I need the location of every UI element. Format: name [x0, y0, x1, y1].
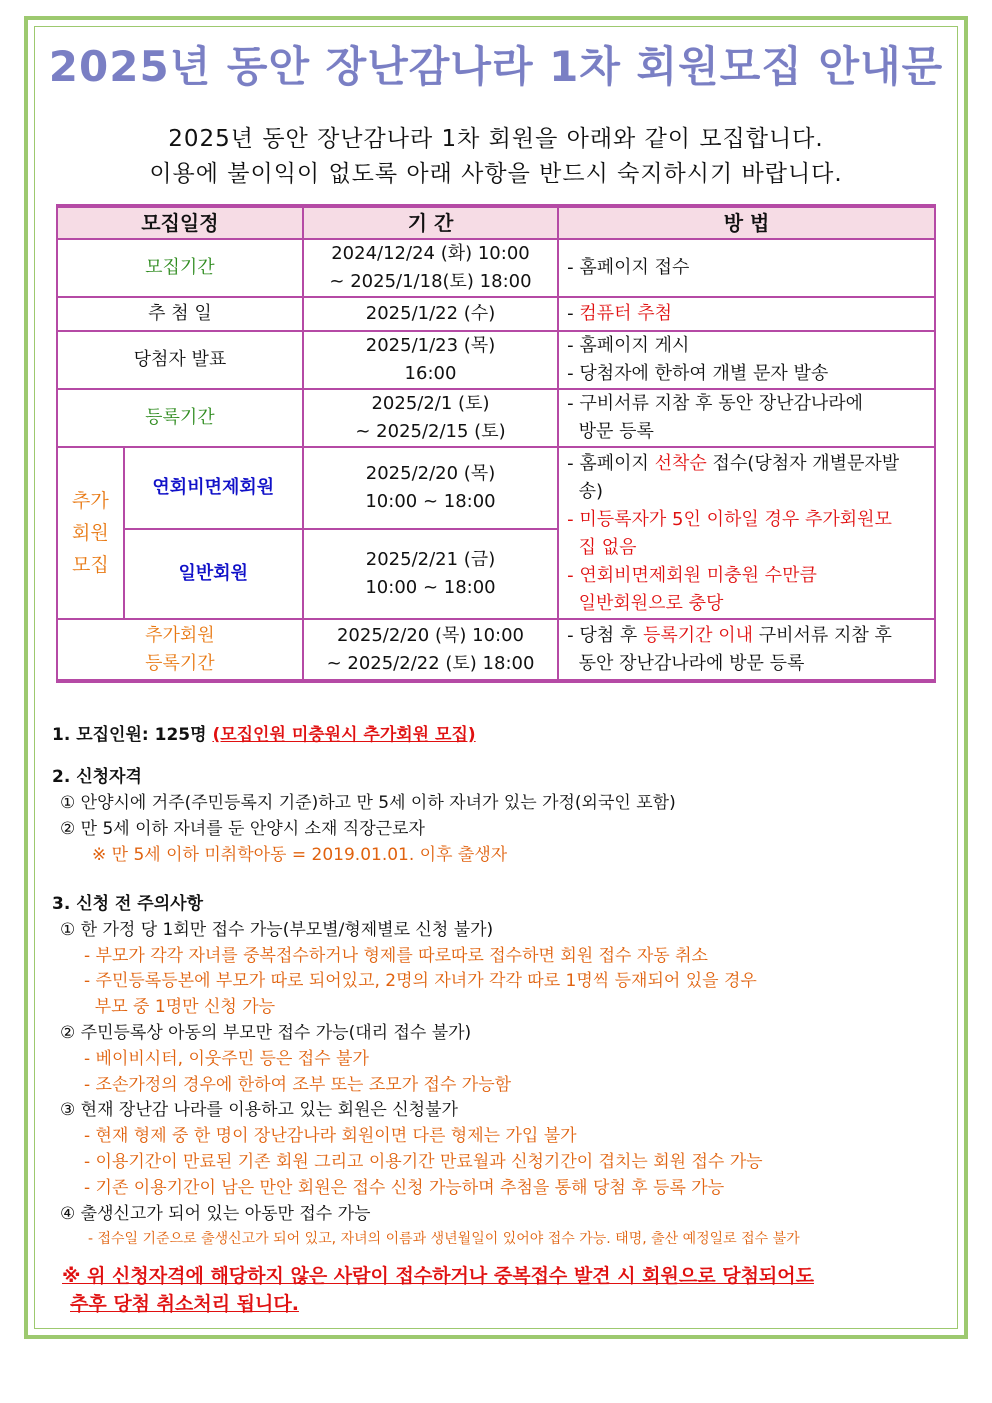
period-line: ~ 2025/2/15 (토) [355, 421, 506, 442]
warning-line: 추후 당첨 취소처리 됩니다. [70, 1293, 299, 1315]
list-item: ② 주민등록상 아동의 부모만 접수 가능(대리 접수 불가) [60, 1022, 472, 1043]
method-line: - 당첨자에 한하여 개별 문자 발송 [567, 363, 829, 384]
header-schedule: 모집일정 [57, 206, 303, 239]
row-period [303, 239, 558, 297]
method-text: 접수(당첨자 개별문자발 [706, 453, 900, 474]
label-line: 추가회원 [145, 624, 215, 646]
sub-item: - 기존 이용기간이 남은 만안 회원은 접수 신청 가능하며 추첨을 통해 당첨 후 등록 가능 [84, 1177, 725, 1198]
row-label: 당첨자 발표 [57, 331, 303, 389]
method-line: 일반회원으로 충당 [567, 593, 724, 614]
table-row [57, 389, 935, 447]
method-line: 동안 장난감나라에 방문 등록 [567, 652, 805, 674]
row-label [57, 619, 303, 681]
method-line: 집 없음 [567, 537, 637, 558]
schedule-table [56, 204, 936, 683]
sub-item: - 부모가 각각 자녀를 중복접수하거나 형제를 따로따로 접수하면 회원 접수 자동 취소 [84, 945, 708, 966]
warning-line: ※ 위 신청자격에 해당하지 않은 사람이 접수하거나 중복접수 발견 시 회원으로 당첨되어도 [62, 1265, 814, 1287]
intro-line-1: 2025년 동안 장난감나라 1차 회원을 아래와 같이 모집합니다. [168, 126, 824, 152]
intro-line-2: 이용에 불이익이 없도록 아래 사항을 반드시 숙지하시기 바랍니다. [149, 161, 843, 187]
period-line: 2025/2/1 (토) [371, 393, 490, 414]
list-item: ① 안양시에 거주(주민등록지 기준)하고 만 5세 이하 자녀가 있는 가정(외국인 포함) [60, 793, 676, 813]
method-line [567, 622, 928, 650]
method-line: - 홈페이지 게시 [567, 335, 690, 356]
method-highlight: 컴퓨터 추첨 [579, 303, 673, 324]
row-method [558, 331, 935, 389]
row-period [303, 331, 558, 389]
sub-item: - 주민등록등본에 부모가 따로 되어있고, 2명의 자녀가 각각 따로 1명씩 등재되어 있을 경우 [84, 971, 757, 992]
sub-label-fee-exempt: 연회비면제회원 [124, 447, 303, 529]
list-item: ④ 출생신고가 되어 있는 아동만 접수 가능 [60, 1203, 371, 1224]
period-line: 2024/12/24 (화) 10:00 [331, 243, 530, 264]
group-label-line: 추가 [72, 490, 109, 512]
extra-method [558, 447, 935, 619]
section-1 [52, 722, 476, 748]
section-note: ※ 만 5세 이하 미취학아동 = 2019.01.01. 이후 출생자 [92, 845, 508, 865]
table-row [57, 619, 935, 681]
row-method: - 홈페이지 접수 [558, 239, 935, 297]
period-line: 2025/1/23 (목) [365, 335, 496, 356]
table-row [57, 297, 935, 331]
section-heading: 2. 신청자격 [52, 767, 142, 787]
section-3 [52, 892, 800, 1253]
row-method [558, 389, 935, 447]
section-2 [52, 764, 676, 868]
section-note: (모집인원 미충원시 추가회원 모집) [212, 725, 476, 745]
section-heading: 3. 신청 전 주의사항 [52, 894, 203, 914]
method-highlight: 선착순 [654, 453, 707, 474]
period-line: ~ 2025/2/22 (토) 18:00 [326, 652, 535, 674]
period-line: ~ 2025/1/18(토) 18:00 [329, 271, 532, 292]
page-title: 2025년 동안 장난감나라 1차 회원모집 안내문 [48, 42, 944, 91]
label-line: 등록기간 [145, 652, 215, 674]
method-line: - 구비서류 지참 후 동안 장난감나라에 [567, 393, 864, 414]
method-line: - 미등록자가 5인 이하일 경우 추가회원모 [567, 509, 892, 530]
period-line: 10:00 ~ 18:00 [365, 491, 496, 512]
list-item: ③ 현재 장난감 나라를 이용하고 있는 회원은 신청불가 [60, 1100, 458, 1121]
table-row [57, 239, 935, 297]
table-header-row [57, 206, 935, 239]
row-label: 추 첨 일 [57, 297, 303, 331]
header-method: 방 법 [558, 206, 935, 239]
sub-item: 부모 중 1명만 신청 가능 [84, 997, 276, 1018]
row-period [303, 447, 558, 529]
period-line: 10:00 ~ 18:00 [365, 577, 496, 598]
table-row [57, 331, 935, 389]
row-period [303, 529, 558, 619]
section-heading: 1. 모집인원: 125명 [52, 725, 213, 745]
list-item: ② 만 5세 이하 자녀를 둔 안양시 소재 직장근로자 [60, 819, 425, 839]
sub-item: - 이용기간이 만료된 기존 회원 그리고 이용기간 만료월과 신청기간이 겹치는 회원 접수 가능 [84, 1151, 763, 1172]
row-method [558, 619, 935, 681]
row-label: 모집기간 [57, 239, 303, 297]
row-label: 등록기간 [57, 389, 303, 447]
warning-note [62, 1262, 814, 1318]
sub-item: - 베이비시터, 이웃주민 등은 접수 불가 [84, 1048, 369, 1069]
row-method [558, 297, 935, 331]
sub-item: - 조손가정의 경우에 한하여 조부 또는 조모가 접수 가능함 [84, 1074, 512, 1095]
sub-item: - 접수일 기준으로 출생신고가 되어 있고, 자녀의 이름과 생년월일이 있어야 접수 가능. 태명, 출산 예정일로 접수 불가 [88, 1231, 800, 1248]
sub-label-regular: 일반회원 [124, 529, 303, 619]
period-line: 16:00 [404, 363, 457, 384]
row-period: 2025/1/22 (수) [303, 297, 558, 331]
method-line: - 연회비면제회원 미충원 수만큼 [567, 565, 817, 586]
table-row [57, 447, 935, 529]
method-line [567, 450, 928, 478]
extra-group-label [57, 447, 124, 619]
group-label-line: 회원 [72, 522, 109, 544]
method-text: - 당첨 후 [567, 624, 643, 646]
group-label-line: 모집 [72, 554, 109, 576]
method-prefix: - [567, 303, 580, 324]
sub-item: - 현재 형제 중 한 명이 장난감나라 회원이면 다른 형제는 가입 불가 [84, 1126, 577, 1147]
row-period [303, 389, 558, 447]
period-line: 2025/2/20 (목) 10:00 [336, 624, 525, 646]
method-highlight: 등록기간 이내 [642, 624, 754, 646]
header-period: 기 간 [303, 206, 558, 239]
method-line: 방문 등록 [567, 421, 654, 442]
period-line: 2025/2/21 (금) [365, 549, 496, 570]
method-text: - 홈페이지 [567, 453, 655, 474]
period-line: 2025/2/20 (목) [365, 463, 496, 484]
list-item: ① 한 가정 당 1회만 접수 가능(부모별/형제별로 신청 불가) [60, 919, 494, 940]
row-period [303, 619, 558, 681]
method-line: 송) [567, 481, 603, 502]
method-text: 구비서류 지참 후 [753, 624, 892, 646]
